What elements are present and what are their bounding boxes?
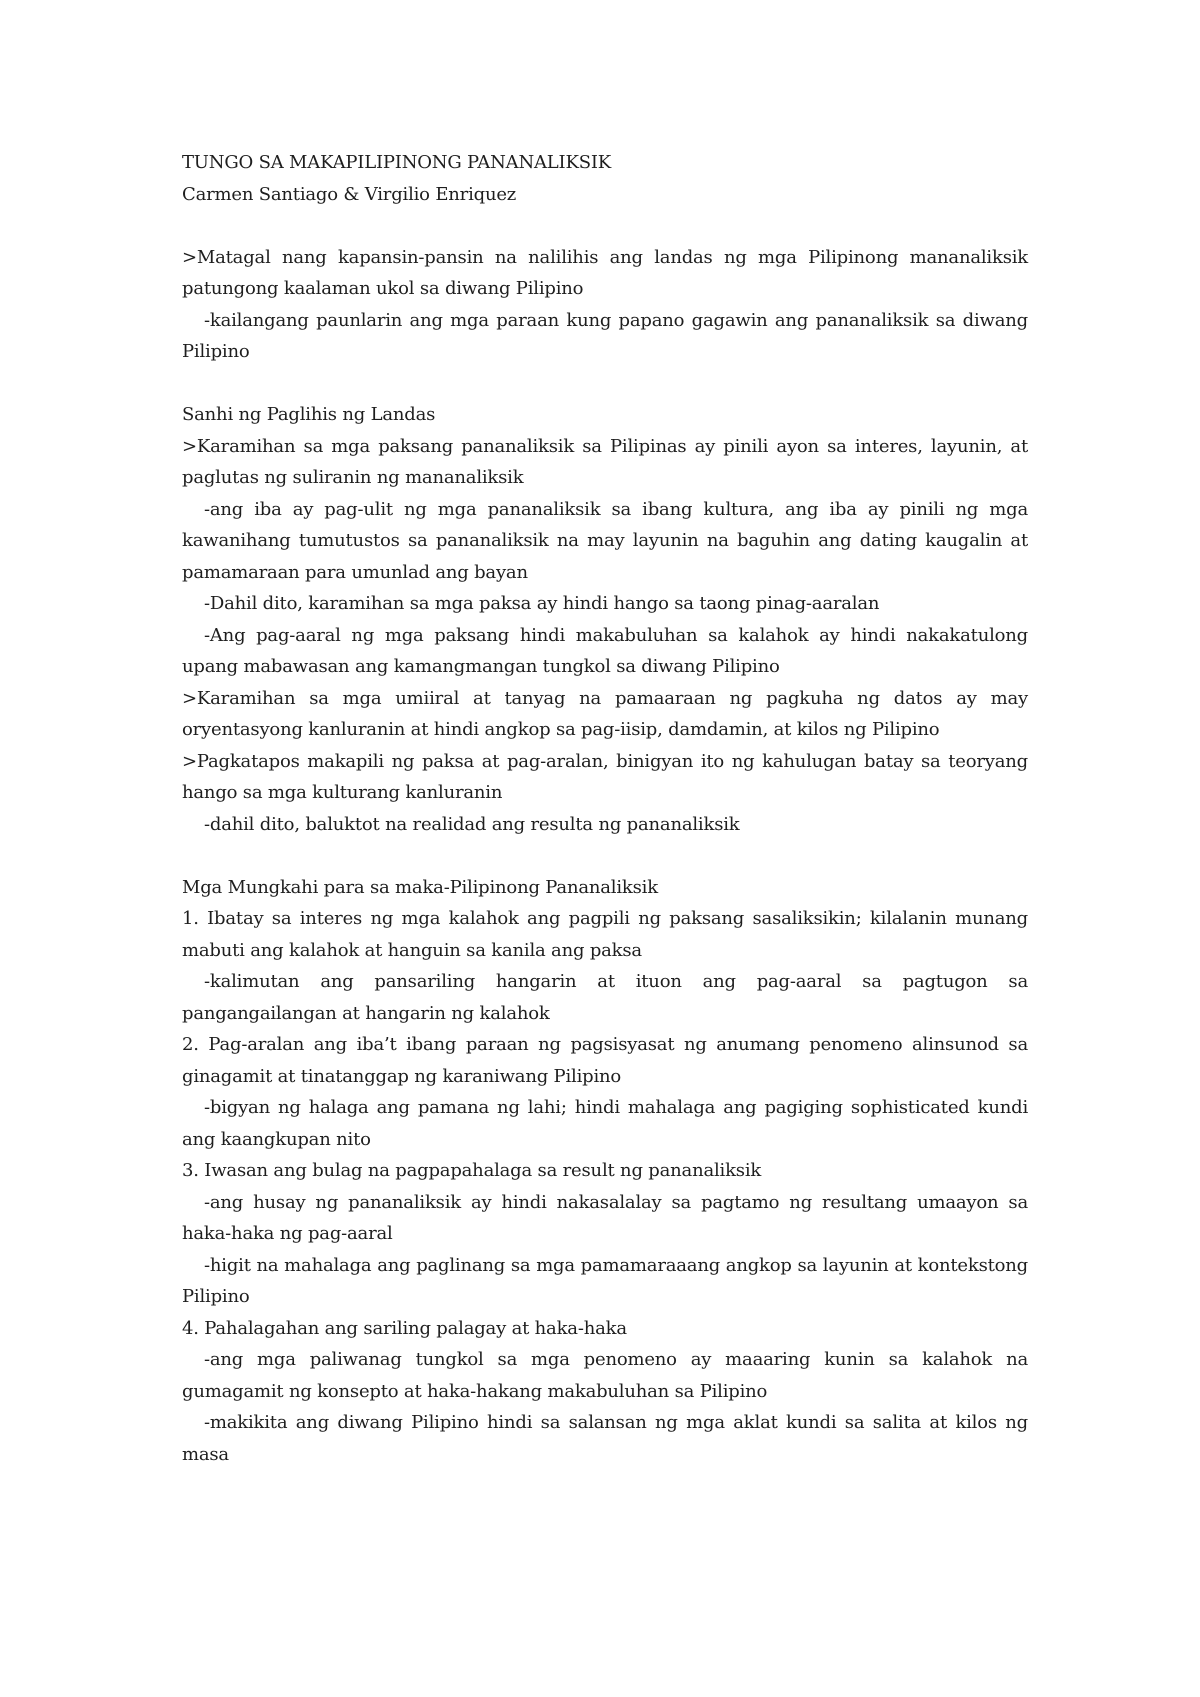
intro-subpoint: -kailangang paunlarin ang mga paraan kung papano gagawin ang pananaliksik sa diwang Pilipino (182, 309, 1028, 362)
document-authors: Carmen Santiago & Virgilio Enriquez (182, 183, 517, 205)
document-body (182, 147, 1028, 1470)
section-heading-sanhi: Sanhi ng Paglihis ng Landas (182, 404, 436, 425)
section2-point: 3. Iwasan ang bulag na pagpapahalaga sa result ng pananaliksik (182, 1160, 762, 1181)
section-heading-mungkahi: Mga Mungkahi para sa maka-Pilipinong Pananaliksik (182, 876, 658, 898)
section2-subpoint: -kalimutan ang pansariling hangarin at ituon ang pag-aaral sa pagtugon sa pangangailangan at hangarin ng kalahok (182, 971, 1028, 1024)
section2-subpoint: -bigyan ng halaga ang pamana ng lahi; hindi mahalaga ang pagiging sophisticated kundi ang kaangkupan nito (182, 1097, 1028, 1150)
section2-point: 1. Ibatay sa interes ng mga kalahok ang pagpili ng paksang sasaliksikin; kilalanin munang mabuti ang kalahok at hanguin sa kanila ang paksa (182, 908, 1028, 961)
section1-subpoint: -dahil dito, baluktot na realidad ang resulta ng pananaliksik (204, 813, 740, 835)
document-title: TUNGO SA MAKAPILIPINONG PANANALIKSIK (182, 152, 612, 173)
section1-point: >Karamihan sa mga paksang pananaliksik sa Pilipinas ay pinili ayon sa interes, layunin, at paglutas ng suliranin ng mananaliksik (182, 435, 1028, 488)
section2-subpoint: -makikita ang diwang Pilipino hindi sa salansan ng mga aklat kundi sa salita at kilos ng masa (182, 1412, 1028, 1465)
section2-subpoint: -higit na mahalaga ang paglinang sa mga pamamaraaang angkop sa layunin at kontekstong Pilipino (182, 1254, 1028, 1307)
section1-point: >Karamihan sa mga umiiral at tanyag na pamaaraan ng pagkuha ng datos ay may oryentasyong kanluranin at hindi angkop sa pag-iisip, damdamin, at kilos ng Pilipino (182, 687, 1028, 740)
section2-subpoint: -ang husay ng pananaliksik ay hindi nakasalalay sa pagtamo ng resultang umaayon sa haka-haka ng pag-aaral (182, 1191, 1028, 1244)
section1-point: >Pagkatapos makapili ng paksa at pag-aralan, binigyan ito ng kahulugan batay sa teoryang hango sa mga kulturang kanluranin (182, 750, 1028, 803)
section2-subpoint: -ang mga paliwanag tungkol sa mga penomeno ay maaaring kunin sa kalahok na gumagamit ng konsepto at haka-hakang makabuluhan sa Pilipino (182, 1349, 1028, 1402)
section1-subpoint: -Ang pag-aaral ng mga paksang hindi makabuluhan sa kalahok ay hindi nakakatulong upang mabawasan ang kamangmangan tungkol sa diwang Pilipino (182, 624, 1028, 677)
intro-paragraph: >Matagal nang kapansin-pansin na nalilihis ang landas ng mga Pilipinong mananaliksik patungong kaalaman ukol sa diwang Pilipino (182, 246, 1028, 299)
spacer (182, 210, 1028, 242)
section2-point: 2. Pag-aralan ang iba’t ibang paraan ng pagsisyasat ng anumang penomeno alinsunod sa ginagamit at tinatanggap ng karaniwang Pilipino (182, 1034, 1028, 1087)
section1-subpoint: -ang iba ay pag-ulit ng mga pananaliksik sa ibang kultura, ang iba ay pinili ng mga kawanihang tumutustos sa pananaliksik na may layunin na baguhin ang dating kaugalin at pamamaraan para umunlad ang bayan (182, 498, 1028, 583)
section1-subpoint: -Dahil dito, karamihan sa mga paksa ay hindi hango sa taong pinag-aaralan (204, 593, 880, 614)
spacer (182, 368, 1028, 400)
spacer (182, 840, 1028, 872)
section2-point: 4. Pahalagahan ang sariling palagay at haka-haka (182, 1317, 627, 1339)
